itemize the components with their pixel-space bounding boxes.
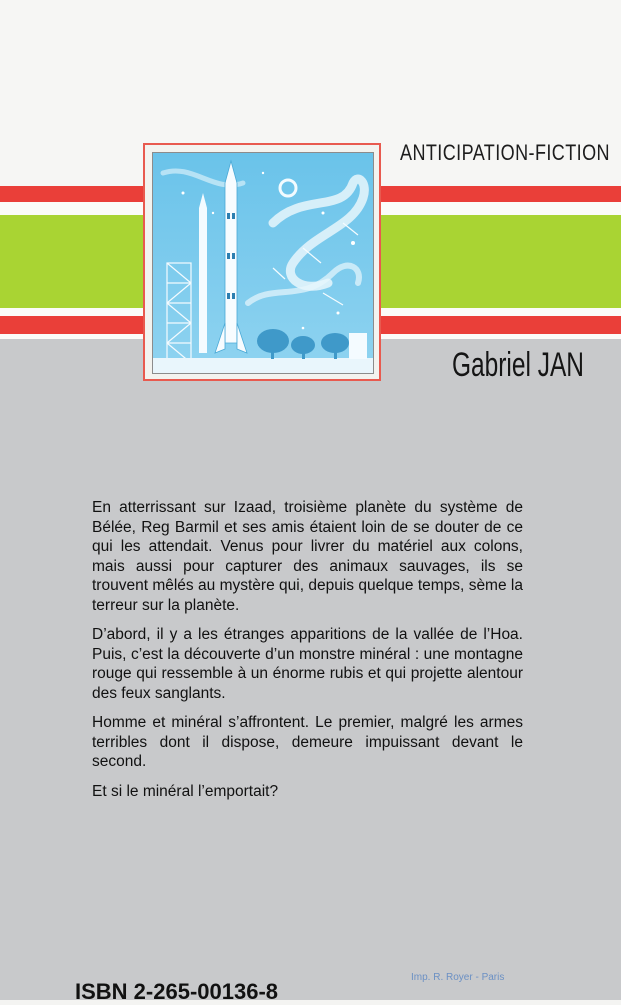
rocket-launch-illustration [152,152,374,374]
printer-imprint: Imp. R. Royer - Paris [411,972,505,983]
blurb-paragraph: En atterrissant sur Izaad, troisième planète du système de Bélée, Reg Barmil et ses amis étaient loin de se douter de ce qui les attendait. Venus pour livrer du matériel aux colons, mais aussi pour capturer des animaux sauvages, ils se trouvent mêlés au mystère qui, depuis quelque temps, sème la terreur sur la planète. [92,499,523,614]
author-name: Gabriel JAN [452,346,584,384]
back-cover-blurb [92,498,523,811]
series-title: ANTICIPATION-FICTION [400,140,610,165]
blurb-paragraph: D’abord, il y a les étranges apparitions de la vallée de l’Hoa. Puis, c’est la découverte d’un monstre minéral : une montagne rouge qui ressemble à un énorme rubis et qui projette alentour des feux sanglants. [92,626,523,702]
isbn-number: ISBN 2-265-00136-8 [75,979,279,1004]
rocket-illustration-icon [153,153,373,373]
blurb-paragraph: Et si le minéral l’emportait? [92,782,279,800]
illustration-frame [143,143,381,381]
blurb-paragraph: Homme et minéral s’affrontent. Le premier, malgré les armes terribles dont il dispose, demeure impuissant devant le second. [92,714,523,770]
